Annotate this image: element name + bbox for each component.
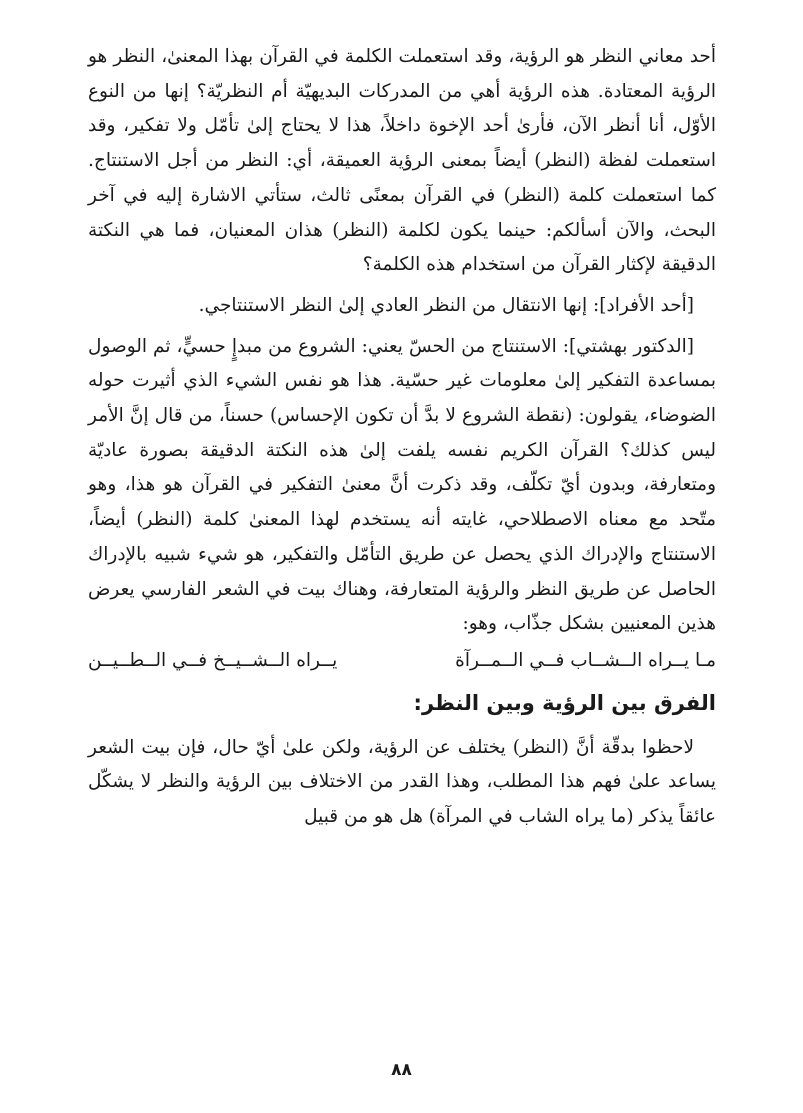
paragraph-dr-beheshti: [الدكتور بهشتي]: الاستنتاج من الحسّ يعني: الشروع من مبدإٍ حسيٍّ، ثم الوصول بمساعدة التفكير إلىٰ معلومات غير حسّية. هذا هو نفس الشيء الذي أثيرت حوله الضوضاء، يقولون: (نقطة الشروع لا بدَّ أن تكون الإحساس) حسناً، من قال إنَّ الأمر ليس كذلك؟ القرآن الكريم نفسه يلفت إلىٰ هذه النكتة الدقيقة بصورة عاديّة ومتعارفة، وبدون أيّ تكلّف، وقد ذكرت أنَّ معنىٰ التفكير في القرآن هو هذا، وهو متّحد مع معناه الاصطلاحي، غايته أنه يستخدم لهذا المعنىٰ كلمة (النظر) أيضاً، الاستنتاج والإدراك الذي يحصل عن طريق التأمّل والتفكير، هو شيء شبيه بالإدراك الحاصل عن طريق النظر والرؤية المتعارفة، وهناك بيت في الشعر الفارسي يعرض هذين المعنيين بشكل جذّاب، وهو: [88,335,716,635]
paragraph-participant-reply: [أحد الأفراد]: إنها الانتقال من النظر العادي إلىٰ النظر الاستنتاجي. [198,294,694,316]
poem-verse [88,644,716,679]
document-page [88,40,716,835]
section-heading: الفرق بين الرؤية وبين النظر: [413,690,716,715]
poem-first-hemistich: مـا يــراه الــشــاب فــي الــمــرآة [455,649,716,671]
paragraph-meanings-of-nazar: أحد معاني النظر هو الرؤية، وقد استعملت الكلمة في القرآن بهذا المعنىٰ، النظر هو الرؤية المعتادة. هذه الرؤية أهي من المدركات البديهيّة أم النظريّة؟ إنها من النوع الأوّل، أنا أنظر الآن، فأرىٰ أحد الإخوة داخلاً، هذا لا يحتاج إلىٰ تأمّل ولا تفكير، وقد استعملت لفظة (النظر) أيضاً بمعنى الرؤية العميقة، أي: النظر من أجل الاستنتاج. كما استعملت كلمة (النظر) في القرآن بمعنًى ثالث، ستأتي الاشارة إليه في آخر البحث، والآن أسألكم: حينما يكون لكلمة (النظر) هذان المعنيان، فما هي النكتة الدقيقة لإكثار القرآن من استخدام هذه الكلمة؟ [88,46,716,276]
paragraph-difference: لاحظوا بدقّة أنَّ (النظر) يختلف عن الرؤية، ولكن علىٰ أيّ حال، فإن بيت الشعر يساعد علىٰ فهم هذا المطلب، وهذا القدر من الاختلاف بين الرؤية والنظر لا يشكّل عائقاً يذكر (ما يراه الشاب في المرآة) هل هو من قبيل [88,736,716,828]
poem-second-hemistich: يــراه الــشــيــخ فــي الــطــيــن [88,649,338,671]
page-number: ٨٨ [391,1060,412,1080]
